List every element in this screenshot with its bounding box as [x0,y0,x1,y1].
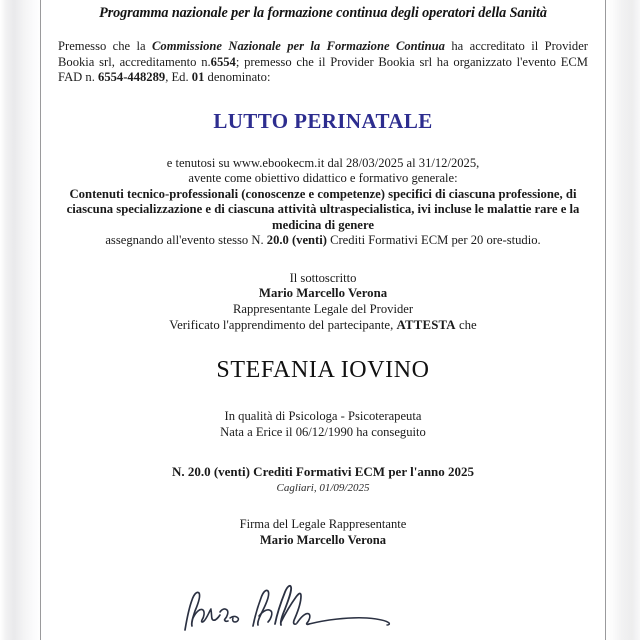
assignment-credits: 20.0 (venti) [266,233,327,248]
participant-name: STEFANIA IOVINO [216,357,430,384]
event-title: LUTTO PERINATALE [213,108,433,133]
accreditation-number: 6554 [210,54,236,69]
event-details-block [58,156,588,249]
assignment-prefix: assegnando all'evento stesso N. [105,233,267,248]
preamble-part4: , Ed. [165,70,192,85]
signature-caption: Firma del Legale Rappresentante [239,517,407,532]
attesta-suffix: che [455,318,477,333]
preamble-part3: ; premesso che il Provider Bookia srl ha organizzato l'evento ECM FAD n. [58,54,588,85]
preamble-part5: denominato: [204,70,271,85]
event-held-line: e tenutosi su www.ebookecm.it dal 28/03/2025 al 31/12/2025, [166,155,480,170]
event-number: 6554-448289 [98,70,166,85]
objective-text: Contenuti tecnico-professionali (conoscenze e competenze) specifici di ciascuna professione, di ciascuna specializzazione e di ciascuna attività ultraspecialistica, ivi incluse le malattie rare e la medicina di genere [66,186,580,232]
handwritten-signature [175,578,425,634]
commission-name: Commissione Nazionale per la Formazione Continua [152,39,445,53]
objective-intro: avente come obiettivo didattico e formativo generale: [188,171,458,186]
legal-representative-name: Mario Marcello Verona [258,286,388,301]
signature-caption-block [58,517,588,548]
preamble-paragraph [58,39,588,86]
participant-qualification: In qualità di Psicologa - Psicoterapeuta [224,409,422,424]
undersigned-block [58,271,588,317]
signature-name: Mario Marcello Verona [259,532,387,547]
signature-strokes [175,578,425,634]
credits-awarded-block [58,464,588,495]
attesta-keyword: ATTESTA [396,318,456,333]
edition-number: 01 [191,70,205,85]
participant-details-block [58,409,588,440]
attesta-prefix: Verificato l'apprendimento del partecipante, [169,318,397,333]
place-and-date: Cagliari, 01/09/2025 [276,482,370,495]
preamble-part2: ha accreditato il Provider Bookia srl, accreditamento n. [58,39,588,69]
legal-representative-role: Rappresentante Legale del Provider [232,301,414,316]
page-border-right [605,0,606,640]
attestation-line [58,317,588,333]
participant-birth-info: Nata a Erice il 06/12/1990 ha conseguito [220,424,426,439]
preamble-part1: Premesso che la [58,39,152,53]
undersigned-label: Il sottoscritto [289,270,357,285]
page-title: Programma nazionale per la formazione continua degli operatori della Sanità [99,5,547,21]
credits-awarded: N. 20.0 (venti) Crediti Formativi ECM per l'anno 2025 [171,464,475,480]
certificate-sheet [41,0,605,640]
credit-assignment-line [58,233,588,249]
assignment-suffix: Crediti Formativi ECM per 20 ore-studio. [326,233,541,248]
